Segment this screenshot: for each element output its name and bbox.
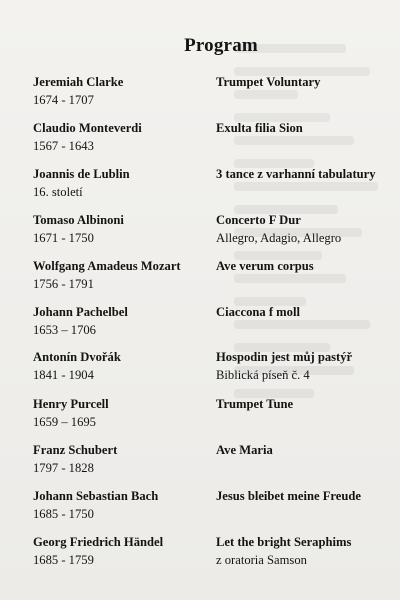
composer-dates: 1653 – 1706 (33, 323, 96, 337)
composer-dates: 16. století (33, 185, 83, 199)
composer-name: Jeremiah Clarke (33, 75, 124, 89)
composer-dates: 1797 - 1828 (33, 461, 94, 475)
work-detail: Biblická píseň č. 4 (216, 368, 310, 382)
composer-name: Franz Schubert (33, 443, 118, 457)
work-title: Trumpet Tune (216, 397, 294, 411)
composer-dates: 1567 - 1643 (33, 139, 94, 153)
page-title: Program (184, 35, 258, 56)
composer-name: Antonín Dvořák (33, 350, 121, 364)
work-title: Exulta filia Sion (216, 121, 303, 135)
work-title: 3 tance z varhanní tabulatury (216, 167, 376, 181)
work-title: Hospodin jest můj pastýř (216, 350, 353, 364)
work-title: Ave verum corpus (216, 259, 314, 273)
composer-name: Johann Sebastian Bach (33, 489, 159, 503)
composer-dates: 1685 - 1759 (33, 553, 94, 567)
composer-dates: 1841 - 1904 (33, 368, 94, 382)
composer-name: Henry Purcell (33, 397, 109, 411)
composer-name: Georg Friedrich Händel (33, 535, 164, 549)
work-title: Ciaccona f moll (216, 305, 300, 319)
work-title: Ave Maria (216, 443, 273, 457)
work-title: Trumpet Voluntary (216, 75, 321, 89)
composer-dates: 1756 - 1791 (33, 277, 94, 291)
work-detail: Allegro, Adagio, Allegro (216, 231, 342, 245)
work-title: Concerto F Dur (216, 213, 301, 227)
work-title: Let the bright Seraphims (216, 535, 352, 549)
composer-name: Tomaso Albinoni (33, 213, 124, 227)
composer-name: Joannis de Lublin (33, 167, 130, 181)
work-detail: z oratoria Samson (216, 553, 307, 567)
composer-name: Johann Pachelbel (33, 305, 128, 319)
composer-name: Wolfgang Amadeus Mozart (33, 259, 181, 273)
composer-dates: 1685 - 1750 (33, 507, 94, 521)
work-title: Jesus bleibet meine Freude (216, 489, 361, 503)
composer-dates: 1671 - 1750 (33, 231, 94, 245)
composer-name: Claudio Monteverdi (33, 121, 142, 135)
composer-dates: 1659 – 1695 (33, 415, 96, 429)
composer-dates: 1674 - 1707 (33, 93, 94, 107)
